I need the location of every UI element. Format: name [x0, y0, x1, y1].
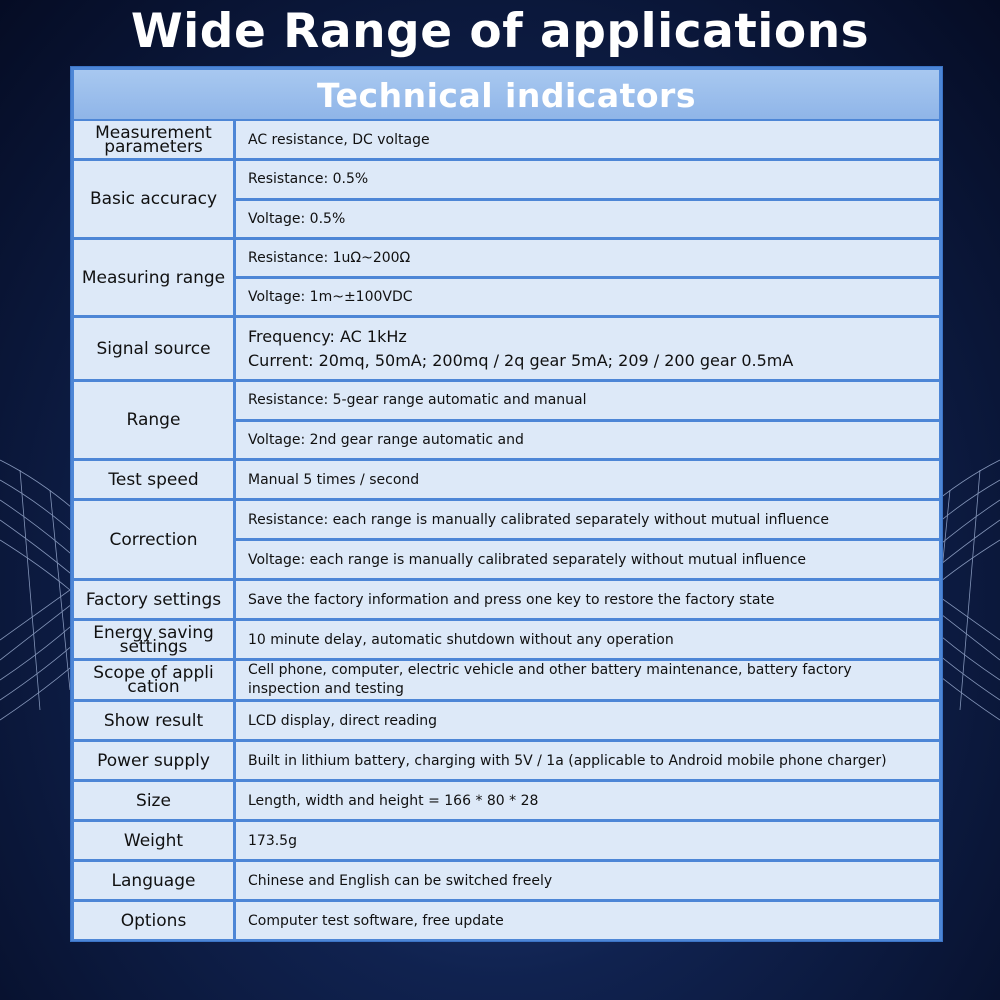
row-label	[74, 318, 233, 379]
row-label	[74, 782, 233, 819]
row-label	[74, 702, 233, 739]
row-value: Frequency: AC 1kHz Current: 20mq, 50mA; 200mq / 2q gear 5mA; 209 / 200 gear 0.5mA	[236, 318, 939, 379]
row-label	[74, 742, 233, 779]
row-label-text: Basic accuracy	[89, 189, 218, 209]
page-headline: Wide Range of applications	[130, 4, 870, 59]
row-values	[236, 822, 939, 859]
row-value: Voltage: 1m~±100VDC	[236, 279, 939, 315]
table-row	[74, 501, 939, 578]
row-values	[236, 240, 939, 315]
row-label-text: Language	[111, 870, 196, 891]
row-values	[236, 581, 939, 618]
table-row	[74, 822, 939, 859]
row-values	[236, 902, 939, 939]
row-label	[74, 862, 233, 899]
table-title: Technical indicators	[74, 70, 939, 119]
row-label-text: Weight	[123, 830, 184, 851]
table-row	[74, 461, 939, 498]
row-values	[236, 782, 939, 819]
table-row	[74, 121, 939, 158]
row-value: Manual 5 times / second	[236, 461, 939, 498]
technical-indicators-table	[70, 66, 943, 942]
row-value: 173.5g	[236, 822, 939, 859]
row-label-text: Test speed	[108, 469, 199, 490]
row-values	[236, 501, 939, 578]
row-value: Resistance: 1uΩ~200Ω	[236, 240, 939, 276]
row-value: Cell phone, computer, electric vehicle and other battery maintenance, battery factory inspection and testing	[236, 661, 939, 699]
row-label	[74, 621, 233, 658]
row-label	[74, 822, 233, 859]
row-label-text: Options	[120, 910, 187, 931]
row-label-text: Signal source	[96, 338, 211, 359]
table-row	[74, 702, 939, 739]
row-value: Chinese and English can be switched freely	[236, 862, 939, 899]
row-label-text: Energy saving settings	[93, 622, 214, 657]
row-label	[74, 240, 233, 315]
row-values	[236, 862, 939, 899]
row-value: Voltage: 2nd gear range automatic and	[236, 422, 939, 459]
row-label-text: Measuring range	[81, 267, 226, 288]
table-row	[74, 782, 939, 819]
table-row	[74, 581, 939, 618]
row-label	[74, 382, 233, 458]
row-value: AC resistance, DC voltage	[236, 121, 939, 158]
row-label	[74, 501, 233, 578]
row-value: Built in lithium battery, charging with 5V / 1a (applicable to Android mobile phone charger)	[236, 742, 939, 779]
row-values	[236, 121, 939, 158]
table-row	[74, 240, 939, 315]
table-rows	[74, 121, 939, 942]
row-label-text: Show result	[103, 710, 204, 731]
table-row	[74, 902, 939, 939]
row-value: Resistance: each range is manually calibrated separately without mutual influence	[236, 501, 939, 538]
table-row	[74, 862, 939, 899]
row-label	[74, 121, 233, 158]
row-label-text: Scope of appli cation	[93, 663, 214, 697]
row-values	[236, 318, 939, 379]
row-label-text: Correction	[109, 529, 198, 550]
table-row	[74, 742, 939, 779]
row-value: Resistance: 0.5%	[236, 161, 939, 198]
row-value: LCD display, direct reading	[236, 702, 939, 739]
table-row	[74, 318, 939, 379]
row-label-text: Size	[136, 790, 171, 811]
row-values	[236, 161, 939, 237]
table-row	[74, 661, 939, 699]
row-value: Resistance: 5-gear range automatic and manual	[236, 382, 939, 419]
row-value: Voltage: 0.5%	[236, 201, 939, 238]
table-row	[74, 161, 939, 237]
row-values	[236, 742, 939, 779]
row-label	[74, 461, 233, 498]
row-value: 10 minute delay, automatic shutdown without any operation	[236, 621, 939, 658]
row-label-text: Measurement parameters	[95, 122, 212, 157]
row-values	[236, 661, 939, 699]
row-label-text: Factory settings	[85, 589, 222, 610]
row-value: Computer test software, free update	[236, 902, 939, 939]
row-values	[236, 621, 939, 658]
row-label	[74, 661, 233, 699]
row-label	[74, 581, 233, 618]
row-value: Voltage: each range is manually calibrated separately without mutual influence	[236, 541, 939, 578]
table-row	[74, 621, 939, 658]
row-values	[236, 702, 939, 739]
row-value: Save the factory information and press one key to restore the factory state	[236, 581, 939, 618]
row-values	[236, 461, 939, 498]
row-values	[236, 382, 939, 458]
row-label-text: Power supply	[97, 750, 210, 771]
table-row	[74, 382, 939, 458]
row-value: Length, width and height = 166 * 80 * 28	[236, 782, 939, 819]
row-label-text: Range	[126, 410, 181, 430]
row-label	[74, 902, 233, 939]
row-label	[74, 161, 233, 237]
